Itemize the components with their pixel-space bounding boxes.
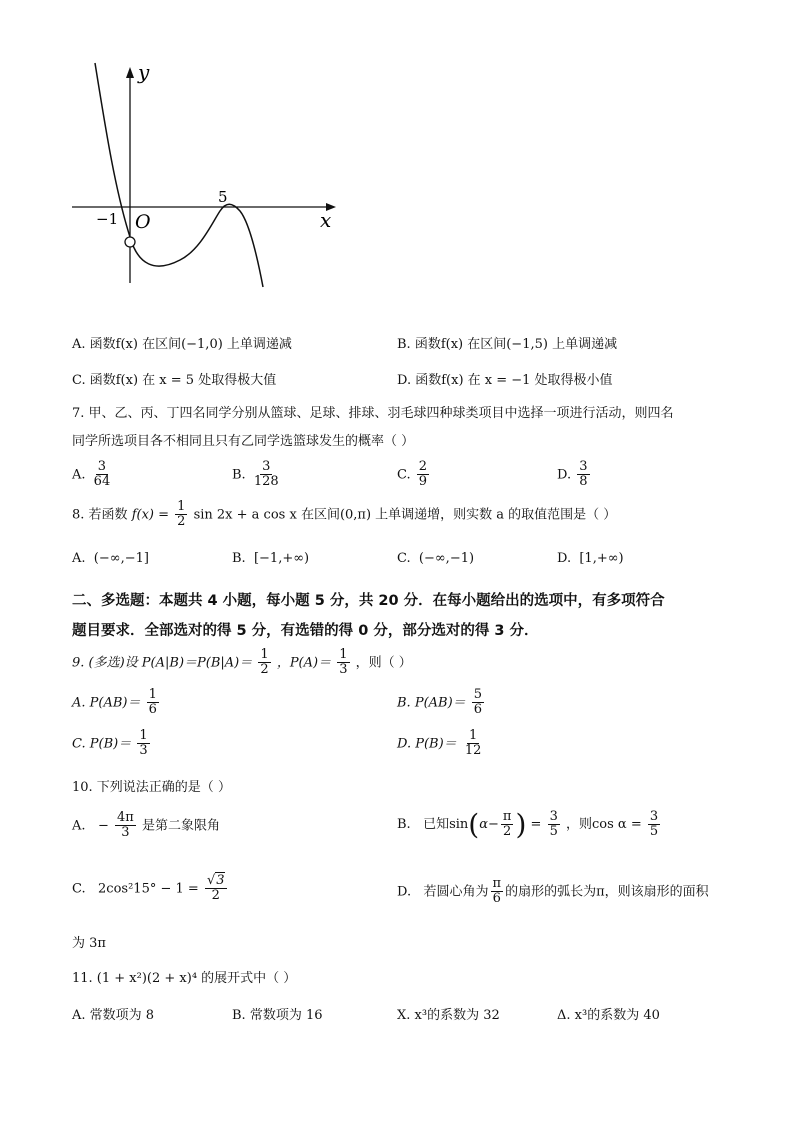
denominator: 8 — [579, 474, 588, 490]
fraction — [548, 810, 560, 840]
q6-option-a: A. 函数f(x) 在区间(−1,0) 上单调递减 — [72, 337, 292, 352]
denominator: 6 — [492, 891, 501, 907]
denominator: 5 — [649, 824, 659, 839]
numerator: 1 — [139, 728, 148, 743]
right-paren: ) — [515, 808, 527, 841]
numerator: 3 — [549, 808, 558, 824]
option-value: [1,+∞) — [579, 551, 624, 566]
q8-f-lhs: f(x) = — [131, 507, 169, 523]
q8-suffix: 在区间(0,π) 上单调递增，则实数 a 的取值范围是（ ） — [300, 507, 617, 523]
fraction — [258, 648, 270, 678]
minus-sign: − — [97, 818, 109, 834]
option-label: A. — [72, 551, 86, 566]
numerator: 3 — [262, 459, 271, 474]
option-label: B. P(AB)＝ — [397, 695, 466, 711]
q10-b-prefix: 已知sin — [423, 817, 469, 832]
numerator: π — [502, 808, 512, 824]
q7-option-a — [72, 460, 114, 490]
q6-option-b: B. 函数f(x) 在区间(−1,5) 上单调递减 — [397, 337, 618, 352]
denominator: 3 — [121, 825, 130, 841]
fraction — [92, 460, 113, 490]
numerator: 3 — [97, 459, 107, 474]
fraction — [175, 500, 187, 530]
radicand: 3 — [216, 873, 225, 888]
neg-one-label: −1 — [96, 210, 119, 228]
q9-stem — [72, 648, 412, 678]
numerator: 5 — [473, 687, 483, 702]
denominator: 6 — [148, 702, 157, 718]
fraction — [137, 729, 149, 759]
function-graph — [60, 55, 350, 295]
q8-option-d — [557, 551, 624, 566]
denominator: 3 — [339, 662, 348, 678]
option-label: D. — [397, 884, 412, 900]
fraction — [205, 874, 227, 904]
q10-a-suffix: 是第二象限角 — [141, 818, 220, 834]
option-label: B. — [232, 551, 246, 566]
q11-option-a: A. 常数项为 8 — [72, 1008, 155, 1023]
sqrt-icon: √ — [206, 873, 216, 888]
denominator: 12 — [464, 743, 482, 759]
denominator: 2 — [177, 514, 186, 530]
option-label: C. — [397, 467, 411, 483]
denominator: 3 — [139, 743, 148, 759]
q6-option-d: D. 函数f(x) 在 x = −1 处取得极小值 — [397, 373, 613, 388]
fraction — [648, 810, 660, 840]
numerator: 1 — [148, 687, 157, 702]
denominator: 64 — [93, 474, 111, 490]
fraction — [252, 460, 281, 490]
y-axis-label: y — [138, 60, 150, 84]
q7-option-b — [232, 460, 283, 490]
q6-option-c: C. 函数f(x) 在 x = 5 处取得极大值 — [72, 373, 277, 388]
fraction — [463, 729, 484, 759]
option-label: C. — [72, 881, 86, 897]
denominator: 2 — [260, 662, 269, 678]
fraction — [115, 811, 136, 841]
option-label: A. P(AB)＝ — [72, 695, 141, 711]
fraction — [491, 877, 504, 907]
section2-heading-line2: 题目要求．全部选对的得 5 分，有选错的得 0 分，部分选对的得 3 分． — [72, 623, 539, 639]
hollow-point — [125, 237, 135, 247]
q10-option-d-line2: 为 3π — [72, 936, 106, 951]
origin-label: O — [135, 211, 151, 233]
fraction — [417, 460, 429, 490]
numerator: 4π — [116, 810, 134, 825]
option-label: D. P(B)＝ — [397, 736, 457, 752]
q8-stem — [72, 500, 616, 530]
fraction — [501, 810, 514, 840]
q7-stem-line2: 同学所选项目各不相同且只有乙同学选篮球发生的概率（ ） — [72, 434, 415, 449]
fraction — [147, 688, 159, 718]
q10-d-prefix: 若圆心角为 — [423, 884, 489, 900]
q9-option-d — [397, 729, 485, 759]
q9-suffix: ，则（ ） — [355, 655, 412, 671]
option-value: (−∞,−1) — [418, 551, 475, 566]
numerator: 1 — [339, 647, 348, 662]
q9-option-c — [72, 729, 152, 759]
q9-mid: ，P(A)＝ — [276, 655, 332, 671]
denominator: 128 — [253, 474, 279, 490]
fraction — [472, 688, 484, 718]
q9-prefix: 9. (多选)设 P(A|B)＝P(B|A)＝ — [72, 655, 253, 671]
fraction — [577, 460, 589, 490]
q10-b-inner: α− — [479, 817, 499, 832]
numerator: 1 — [468, 728, 478, 743]
numerator: 3 — [579, 459, 588, 474]
section2-heading-line1: 二、多选题：本题共 4 小题，每小题 5 分，共 20 分．在每小题给出的选项中，有多项符合 — [72, 593, 665, 609]
q11-option-c: X. x³的系数为 32 — [397, 1008, 500, 1023]
numerator: 1 — [260, 647, 269, 662]
denominator: 2 — [211, 888, 220, 904]
fraction — [337, 648, 349, 678]
option-label: C. P(B)＝ — [72, 736, 132, 752]
q8-option-b — [232, 551, 309, 566]
option-label: A. — [72, 467, 86, 483]
q9-option-b — [397, 688, 486, 718]
option-value: (−∞,−1] — [93, 551, 149, 566]
q8-prefix: 8. 若函数 — [72, 507, 128, 523]
q11-option-b: B. 常数项为 16 — [232, 1008, 323, 1023]
q7-option-c — [397, 460, 431, 490]
equals-sign: = — [530, 817, 542, 832]
option-value: [−1,+∞) — [253, 551, 310, 566]
x-axis-label: x — [320, 208, 332, 232]
option-label: A. — [72, 818, 86, 834]
q8-f-rhs: sin 2x + a cos x — [193, 507, 297, 523]
numerator — [205, 874, 227, 889]
denominator: 6 — [473, 702, 483, 718]
option-label: B. — [232, 467, 246, 483]
q10-b-mid: ，则cos α = — [566, 817, 642, 832]
denominator: 2 — [503, 824, 512, 839]
numerator: 2 — [418, 459, 428, 474]
q10-c-expr: 2cos²15° − 1 = — [98, 881, 199, 897]
option-label: C. — [397, 551, 411, 566]
y-axis-arrow-icon — [126, 67, 134, 78]
q8-option-c — [397, 551, 474, 566]
numerator: π — [492, 876, 502, 891]
q11-stem: 11. (1 + x²)(2 + x)⁴ 的展开式中（ ） — [72, 971, 297, 986]
q7-option-d — [557, 460, 592, 490]
numerator: 3 — [649, 808, 659, 824]
option-label: D. — [557, 467, 572, 483]
option-label: D. — [557, 551, 572, 566]
q10-option-b — [397, 808, 662, 841]
denominator: 5 — [549, 824, 558, 839]
q10-d-suffix: 的扇形的弧长为π，则该扇形的面积 — [505, 884, 709, 900]
q10-option-d — [397, 877, 709, 907]
five-label: 5 — [218, 188, 228, 206]
q8-option-a — [72, 551, 149, 566]
numerator: 1 — [177, 499, 186, 514]
q10-stem: 10. 下列说法正确的是（ ） — [72, 780, 231, 795]
q7-stem-line1: 7. 甲、乙、丙、丁四名同学分别从篮球、足球、排球、羽毛球四种球类项目中选择一项进行活动，则四名 — [72, 406, 674, 421]
function-curve — [95, 63, 263, 287]
q11-option-d: Δ. x³的系数为 40 — [557, 1008, 660, 1023]
q9-option-a — [72, 688, 161, 718]
option-label: B. — [397, 817, 411, 832]
q10-option-c — [72, 874, 229, 904]
q10-option-a — [72, 811, 220, 841]
left-paren: ( — [468, 808, 480, 841]
denominator: 9 — [418, 474, 428, 490]
